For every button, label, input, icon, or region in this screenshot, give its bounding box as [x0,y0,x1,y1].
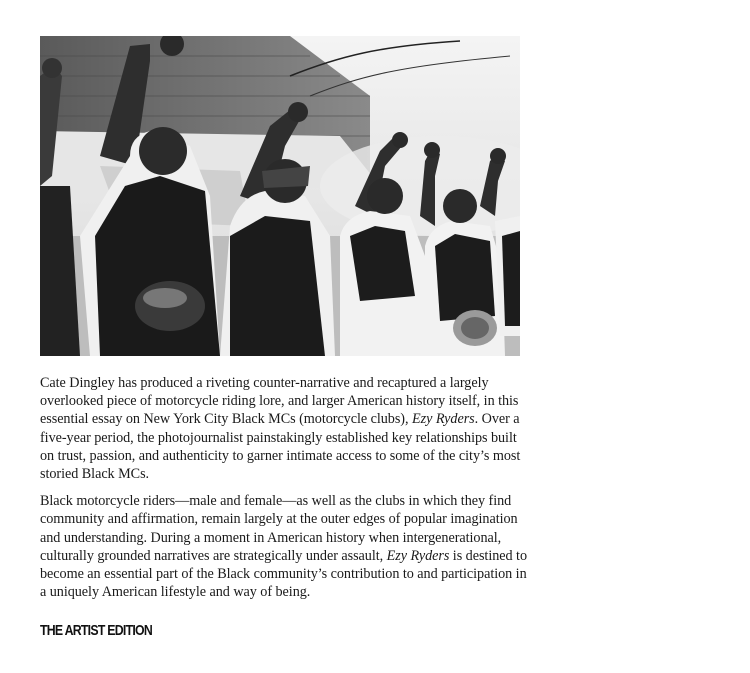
essay-paragraph-1 [40,374,532,483]
edition-label: THE ARTIST EDITION [40,622,152,639]
hero-photo [40,36,520,356]
essay-paragraph-2-text-b: is destined to become an essential part of the Black community’s contribution to and participation in a uniquely American lifestyle and way of being. [40,547,527,601]
photo-of-motorcycle-club-members-icon [40,36,520,356]
essay-paragraph-1-text-a: Cate Dingley has produced a riveting counter-narrative and recaptured a largely overlooked piece of motorcycle riding lore, and larger American history itself, in this essential essay on New York City Black MCs (motorcycle clubs), [40,375,519,428]
essay-paragraph-1-text-b: . Over a five-year period, the photojournalist painstakingly established key relationships built on trust, passion, and authenticity to garner intimate access to some of the city’s most storied Black MCs. [40,411,521,483]
book-title: Ezy Ryders [386,547,450,564]
book-title: Ezy Ryders [411,411,475,428]
essay-paragraph-2-text-a: Black motorcycle riders—male and female—as well as the clubs in which they find community and affirmation, remain largely at the outer edges of popular imagination and understanding. During a moment in American history when intergenerational, culturally grounded narratives are strategically under assault, [40,493,518,564]
essay-text [40,374,532,610]
essay-paragraph-2 [40,492,532,601]
